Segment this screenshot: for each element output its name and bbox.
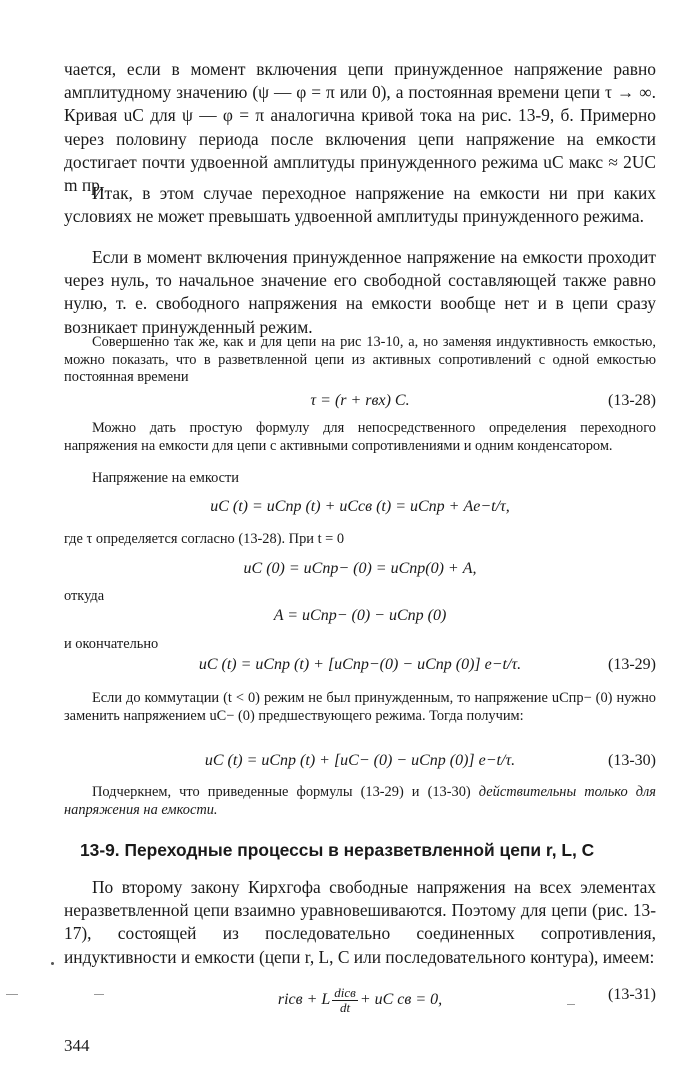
small-paragraph-voltage-label: Напряжение на емкости (92, 470, 240, 486)
equation-13-31-fraction (332, 986, 358, 1015)
label-whence: откуда (64, 588, 105, 604)
equation-13-28-number: (13-28) (608, 392, 656, 409)
equation-13-29-number: (13-29) (608, 656, 656, 673)
equation-a-body: A = uCпр− (0) − uCпр (0) (273, 607, 447, 624)
label-finally: и окончательно (64, 636, 159, 652)
small-paragraph-where-tau: где τ определяется согласно (13-28). При t = 0 (64, 531, 345, 547)
equation-13-31-right: + uC св = 0, (359, 991, 443, 1009)
emphasis-lead-text: Подчеркнем, что приведенные формулы (13-29) и (13-30) (92, 784, 479, 800)
small-paragraph-commutation: Если до коммутации (t < 0) режим не был принужденным, то напряжение uCпр− (0) нужно заменить напряжением uC− (0) предшествующего режима. Тогда получим: (64, 690, 656, 724)
small-paragraph-formula-intro: Можно дать простую формулу для непосредственного определения переходного напряжения на емкости для цепи с активными сопротивлениями и одним конденсатором. (64, 420, 656, 454)
paragraph-conclusion: Итак, в этом случае переходное напряжение на емкости ни при каких условиях не может превышать удвоенной амплитуды принужденного режима. (64, 183, 656, 227)
equation-13-29-body: uC (t) = uCпр (t) + [uCпр−(0) − uCпр (0)] e−t/τ. (198, 656, 522, 673)
margin-mark (6, 994, 18, 995)
page-number: 344 (64, 1036, 90, 1055)
equation-13-31-left: riсв + L (277, 991, 331, 1009)
section-heading: 13-9. Переходные процессы в неразветвленной цепи r, L, C (80, 840, 595, 860)
fraction-denominator: dt (339, 1000, 351, 1015)
equation-13-31-number: (13-31) (608, 986, 656, 1003)
equation-uc-body: uC (t) = uCпр (t) + uCсв (t) = uCпр + Ae−t/τ, (210, 498, 510, 515)
equation-13-28-body: τ = (r + rвх) C. (310, 392, 410, 409)
margin-mark (567, 1004, 575, 1005)
fraction-numerator: diсв (334, 985, 356, 1000)
small-paragraph-emphasis (64, 784, 656, 819)
equation-13-31-body (64, 986, 656, 1015)
equation-13-30-body: uC (t) = uCпр (t) + [uC− (0) − uCпр (0)] e−t/τ. (204, 752, 516, 769)
paragraph-zero-crossing: Если в момент включения принужденное напряжение на емкости проходит через нуль, то начальное значение его свободной составляющей также равно нулю, т. е. свободного напряжения на емкости вообще нет и в цепи сразу возникает принужденный режим. (64, 247, 656, 337)
paragraph-continuation: чается, если в момент включения цепи принужденное напряжение равно амплитудному значению (ψ — φ = π или 0), а постоянная времени цепи τ → ∞. Кривая uC для ψ — φ = π аналогична кривой тока на рис. 13-9, б. Примерно через половину периода после включения цепи напряжение на емкости достигает почти удвоенной амплитуды принужденного режима uC макс ≈ 2UC m пр. (64, 59, 656, 196)
equation-uc-zero-body: uC (0) = uCпр− (0) = uCпр(0) + A, (243, 560, 477, 577)
margin-mark (94, 994, 104, 995)
small-paragraph-time-constant: Совершенно так же, как и для цепи на рис 13-10, а, но заменяя индуктивность емкостью, можно показать, что в разветвленной цепи из активных сопротивлений с одной емкостью постоянная времени (64, 334, 656, 386)
paragraph-kirchhoff: По второму закону Кирхгофа свободные напряжения на всех элементах неразветвленной цепи взаимно уравновешиваются. Поэтому для цепи (рис. 13-17), состоящей из последовательно соединенных сопротивления, индуктивности и емкости (цепи r, L, C или последовательного контура), имеем: (64, 877, 656, 967)
equation-13-30-number: (13-30) (608, 752, 656, 769)
emphasis-italic-text: действительны только для напряжения на емкости. (64, 784, 656, 818)
margin-dot (51, 962, 54, 965)
